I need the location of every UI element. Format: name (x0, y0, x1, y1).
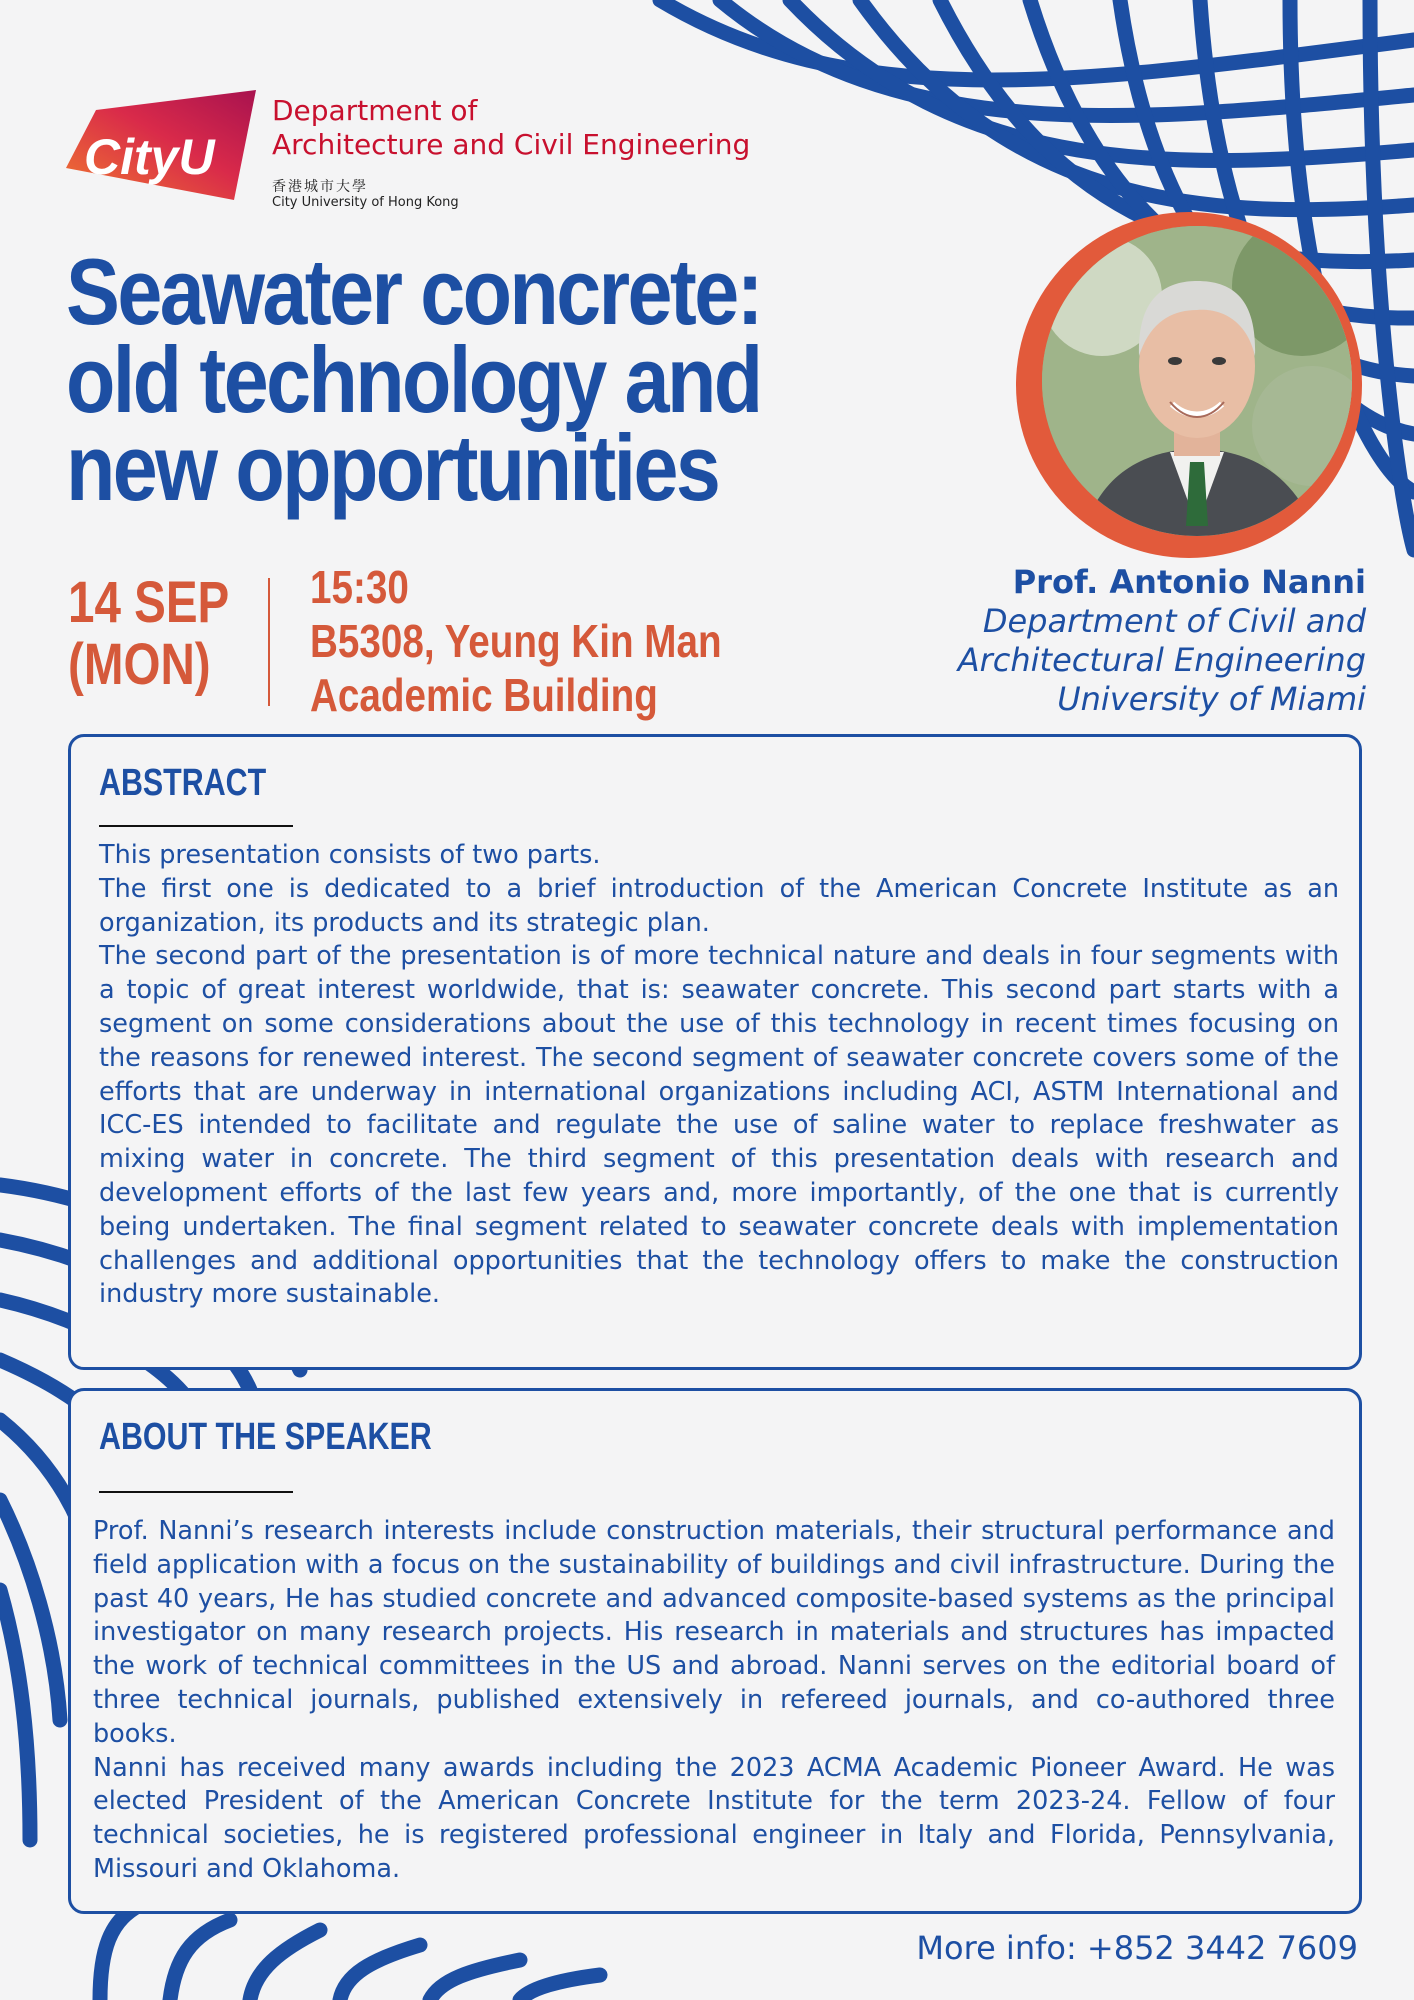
about-paragraph: Nanni has received many awards including the 2023 ACMA Academic Pioneer Award. He was elected President of the American Concrete Institute for the term 2023-24. Fellow of four technical societies, he is registered professional engineer in Italy and Florida, Pennsylvania, Missouri and Oklahoma. (93, 1752, 1335, 1884)
abstract-paragraph: The second part of the presentation is of more technical nature and deals in four segments with a topic of great interest worldwide, that is: seawater concrete. This second part starts with a segment on some considerations about the use of this technology in recent times focusing on the reasons for renewed interest. The second segment of seawater concrete covers some of the efforts that are underway in international organizations including ACI, ASTM International and ICC-ES intended to facilitate and regulate the use of saline water to replace freshwater as mixing water in concrete. The third segment of this presentation deals with research and development efforts of the last few years and, more importantly, of the one that is currently being undertaken. The final segment related to seawater concrete deals with implementation challenges and additional opportunities that the technology offers to make the construction industry more sustainable. (99, 941, 1339, 1310)
abstract-paragraph: The first one is dedicated to a brief introduction of the American Concrete Institute as an organization, its products and its strategic plan. (99, 873, 1339, 938)
event-venue-line1: B5308, Yeung Kin Man (310, 615, 722, 667)
cityu-logo-text: CityU (84, 129, 215, 185)
abstract-paragraph: This presentation consists of two parts. (99, 840, 601, 870)
event-time: 15:30 (310, 561, 409, 613)
date-divider (268, 578, 270, 706)
speaker-affiliation-line3: University of Miami (1057, 680, 1366, 718)
about-paragraph: Prof. Nanni’s research interests include construction materials, their structural performance and field application with a focus on the sustainability of buildings and civil infrastructure. During the past 40 years, He has studied concrete and advanced composite-based systems as the principal investigator on many research projects. His research in materials and structures has impacted the work of technical committees in the US and abroad. Nanni serves on the editorial board of three technical journals, published extensively in refereed journals, and co-authored three books. (93, 1516, 1335, 1749)
event-date-day: 14 SEP (68, 570, 230, 635)
title-line2: old technology and (66, 327, 761, 432)
speaker-info (958, 562, 1366, 719)
speaker-portrait (1016, 212, 1362, 558)
about-speaker-box (68, 1388, 1362, 1914)
seminar-title (66, 239, 761, 520)
abstract-box (68, 734, 1362, 1370)
title-line1: Seawater concrete: (66, 239, 761, 344)
abstract-body (99, 839, 1339, 1312)
cityu-logo (66, 90, 262, 208)
speaker-affiliation-line1: Department of Civil and (982, 602, 1366, 640)
university-name-english: City University of Hong Kong (272, 195, 459, 210)
event-date-weekday: (MON) (68, 632, 211, 697)
event-time-venue (310, 560, 722, 722)
title-line3: new opportunities (66, 415, 719, 520)
abstract-heading-rule (99, 825, 293, 827)
department-line1: Department of (272, 94, 478, 127)
speaker-affiliation-line2: Architectural Engineering (957, 641, 1366, 679)
department-name (272, 94, 750, 162)
event-date (68, 572, 229, 696)
about-heading-rule (99, 1491, 293, 1493)
about-speaker-heading: ABOUT THE SPEAKER (99, 1416, 432, 1458)
speaker-name: Prof. Antonio Nanni (1012, 563, 1366, 601)
department-line2: Architecture and Civil Engineering (272, 128, 751, 161)
university-name-chinese: 香港城市大學 (272, 179, 368, 195)
abstract-heading: ABSTRACT (99, 762, 267, 804)
more-info-contact: More info: +852 3442 7609 (916, 1929, 1358, 1967)
event-venue-line2: Academic Building (310, 669, 658, 721)
about-speaker-body (93, 1515, 1335, 1887)
